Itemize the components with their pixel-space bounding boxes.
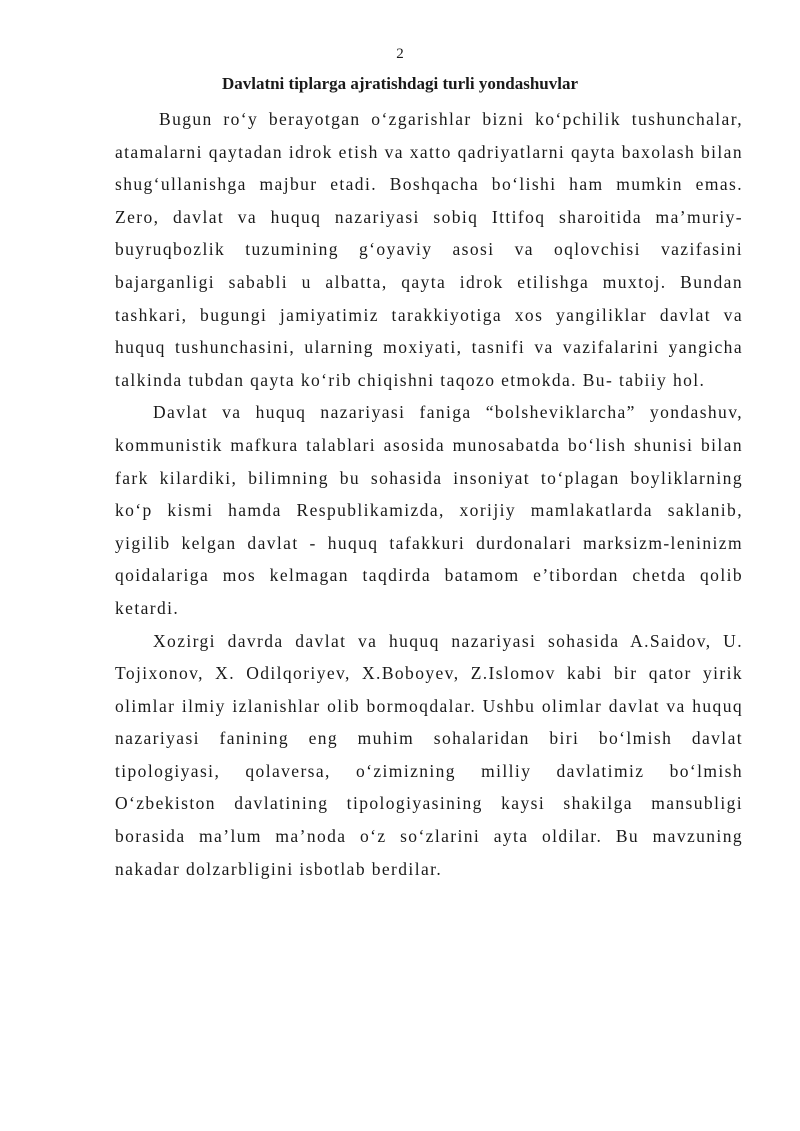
paragraph-2: Davlat va huquq nazariyasi faniga “bolsheviklarcha” yondashuv, kommunistik mafkura talablari asosida munosabatda bo‘lish shunisi bilan fark kilardiki, bilimning bu sohasida insoniyat to‘plagan boyliklarning ko‘p kismi hamda Respublikamizda, xorijiy mamlakatlarda saklanib, yigilib kelgan davlat - huquq tafakkuri durdonalari marksizm-leninizm qoidalariga mos kelmagan taqdirda batamom e’tibordan chetda qolib ketardi. (115, 402, 743, 618)
page-number: 2 (396, 46, 404, 62)
paragraph-1: Bugun ro‘y berayotgan o‘zgarishlar bizni ko‘pchilik tushunchalar, atamalarni qaytadan idrok etish va xatto qadriyatlarni qayta baxolash bilan shug‘ullanishga majbur etadi. Boshqacha bo‘lishi ham mumkin emas. Zero, davlat va huquq nazariyasi sobiq Ittifoq sharoitida ma’muriy-buyruqbozlik tuzumining g‘oyaviy asosi va oqlovchisi vazifasini bajarganligi sababli u albatta, qayta idrok etilishga muxtoj. Bundan tashkari, bugungi jamiyatimiz tarakkiyotiga xos yangiliklar davlat va huquq tushunchasini, ularning moxiyati, tasnifi va vazifalarini yangicha talkinda tubdan qayta ko‘rib chiqishni taqozo etmokda. Bu- tabiiy hol. (115, 109, 743, 390)
paragraph-3: Xozirgi davrda davlat va huquq nazariyasi sohasida A.Saidov, U. Tojixonov, X. Odilqoriyev, X.Boboyev, Z.Islomov kabi bir qator yirik olimlar ilmiy izlanishlar olib bormoqdalar. Ushbu olimlar davlat va huquq nazariyasi fanining eng muhim sohalaridan biri bo‘lmish davlat tipologiyasi, qolaversa, o‘zimizning milliy davlatimiz bo‘lmish O‘zbekiston davlatining tipologiyasining kaysi shakilga mansubligi borasida ma’lum ma’noda o‘z so‘zlarini ayta oldilar. Bu mavzuning nakadar dolzarbligini isbotlab berdilar. (115, 630, 743, 879)
document-body (115, 103, 743, 885)
page-title: Davlatni tiplarga ajratishdagi turli yondashuvlar (221, 74, 579, 93)
